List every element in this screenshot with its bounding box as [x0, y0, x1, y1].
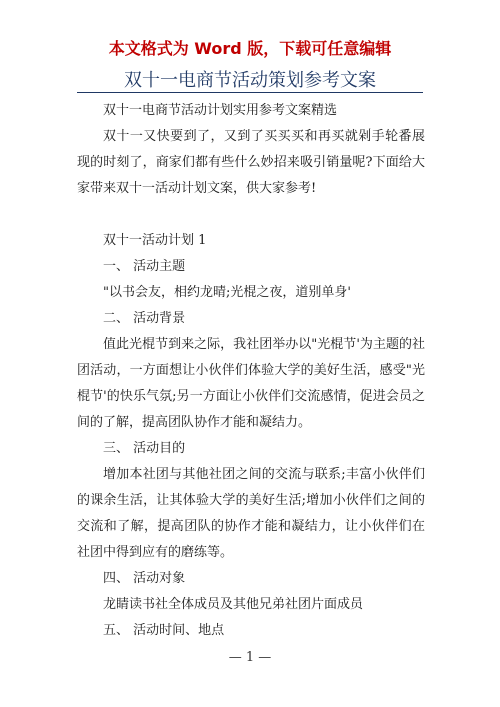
- purpose-text: 增加本社团与其他社团之间的交流与联系;丰富小伙伴们的课余生活，让其体验大学的美好生活;增加小伙伴们之间的交流和了解，提高团队的协作才能和凝结力，让小伙伴们在社团中得到应有的磨练等。: [77, 467, 425, 560]
- intro-title: 双十一电商节活动计划实用参考文案精选: [103, 103, 338, 118]
- word-format-banner: 本文格式为 Word 版，下载可任意编辑: [108, 39, 392, 58]
- audience-text: 龙睛读书社全体成员及其他兄弟社团片面成员: [103, 597, 364, 612]
- section-heading-purpose: 三、 活动目的: [103, 441, 186, 456]
- background-text: 值此光棍节到来之际，我社团举办以"光棍节'为主题的社团活动，一方面想让小伙伴们体验大学的美好生活，感受"光棍节'的快乐气氛;另一方面让小伙伴们交流感情，促进会员之间的了解，提高团队协作才能和凝结力。: [77, 337, 425, 430]
- intro-paragraph: 双十一又快要到了，又到了买买买和再买就剁手轮番展现的时刻了，商家们都有些什么妙招来吸引销量呢?下面给大家带来双十一活动计划文案，供大家参考!: [77, 129, 425, 196]
- document-title: 双十一电商节活动策划参考文案: [124, 70, 376, 91]
- section-heading-audience: 四、 活动对象: [103, 571, 186, 586]
- title-divider: [77, 92, 423, 93]
- document-body: [77, 98, 425, 644]
- section-heading-background: 二、 活动背景: [103, 311, 186, 326]
- page-number: — 1 —: [228, 650, 272, 665]
- section-heading-time-place: 五、 活动时间、地点: [103, 623, 225, 638]
- theme-text: "以书会友，相约龙晴;光棍之夜，道别单身': [103, 285, 351, 300]
- plan-heading: 双十一活动计划 1: [103, 233, 207, 248]
- section-heading-theme: 一、 活动主题: [103, 259, 186, 274]
